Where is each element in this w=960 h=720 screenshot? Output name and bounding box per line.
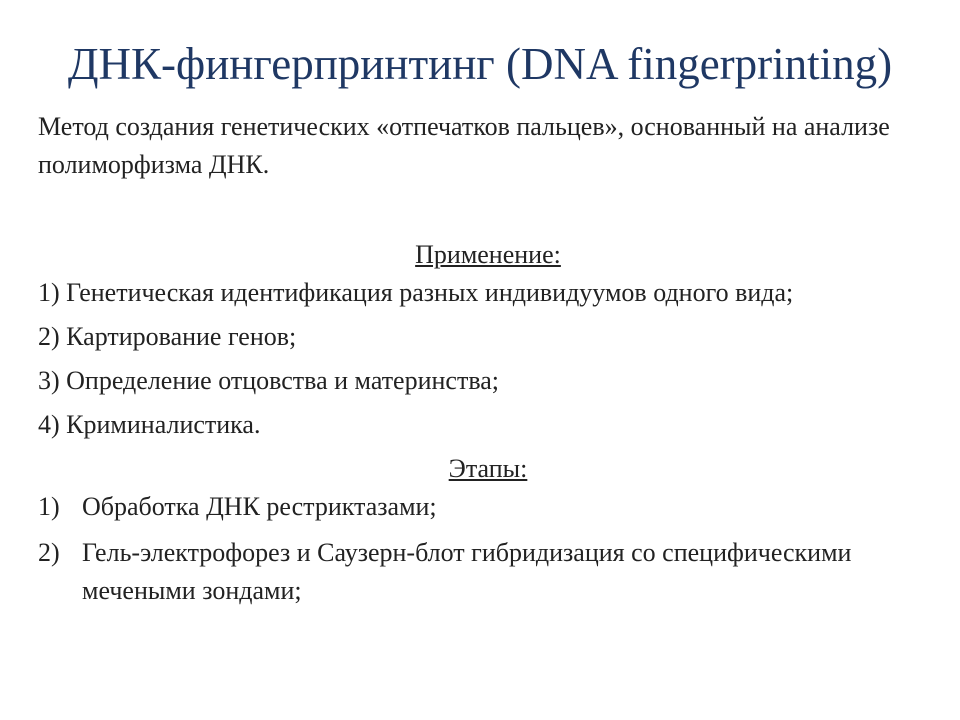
stages-item bbox=[38, 534, 938, 610]
stages-item-number: 2) bbox=[38, 538, 60, 567]
intro-text: Метод создания генетических «отпечатков пальцев», основанный на анализе полиморфизма ДНК. bbox=[38, 112, 890, 179]
applications-item: 1) Генетическая идентификация разных индивидуумов одного вида; bbox=[38, 278, 794, 307]
applications-item: 4) Криминалистика. bbox=[38, 410, 261, 439]
applications-item: 3) Определение отцовства и материнства; bbox=[38, 366, 500, 395]
applications-heading: Применение: bbox=[415, 240, 561, 269]
applications-list bbox=[38, 274, 938, 444]
stages-list bbox=[38, 488, 938, 610]
stages-item-text: Гель-электрофорез и Саузерн-блот гибридизация со специфическими мечеными зондами; bbox=[82, 538, 852, 605]
slide-title: ДНК-фингерпринтинг (DNA fingerprinting) bbox=[67, 39, 893, 89]
stages-item-text: Обработка ДНК рестриктазами; bbox=[82, 492, 437, 521]
stages-item-number: 1) bbox=[38, 492, 60, 521]
stages-heading: Этапы: bbox=[448, 454, 528, 483]
applications-item: 2) Картирование генов; bbox=[38, 322, 297, 351]
stages-item bbox=[38, 488, 938, 526]
slide-body bbox=[38, 108, 938, 618]
